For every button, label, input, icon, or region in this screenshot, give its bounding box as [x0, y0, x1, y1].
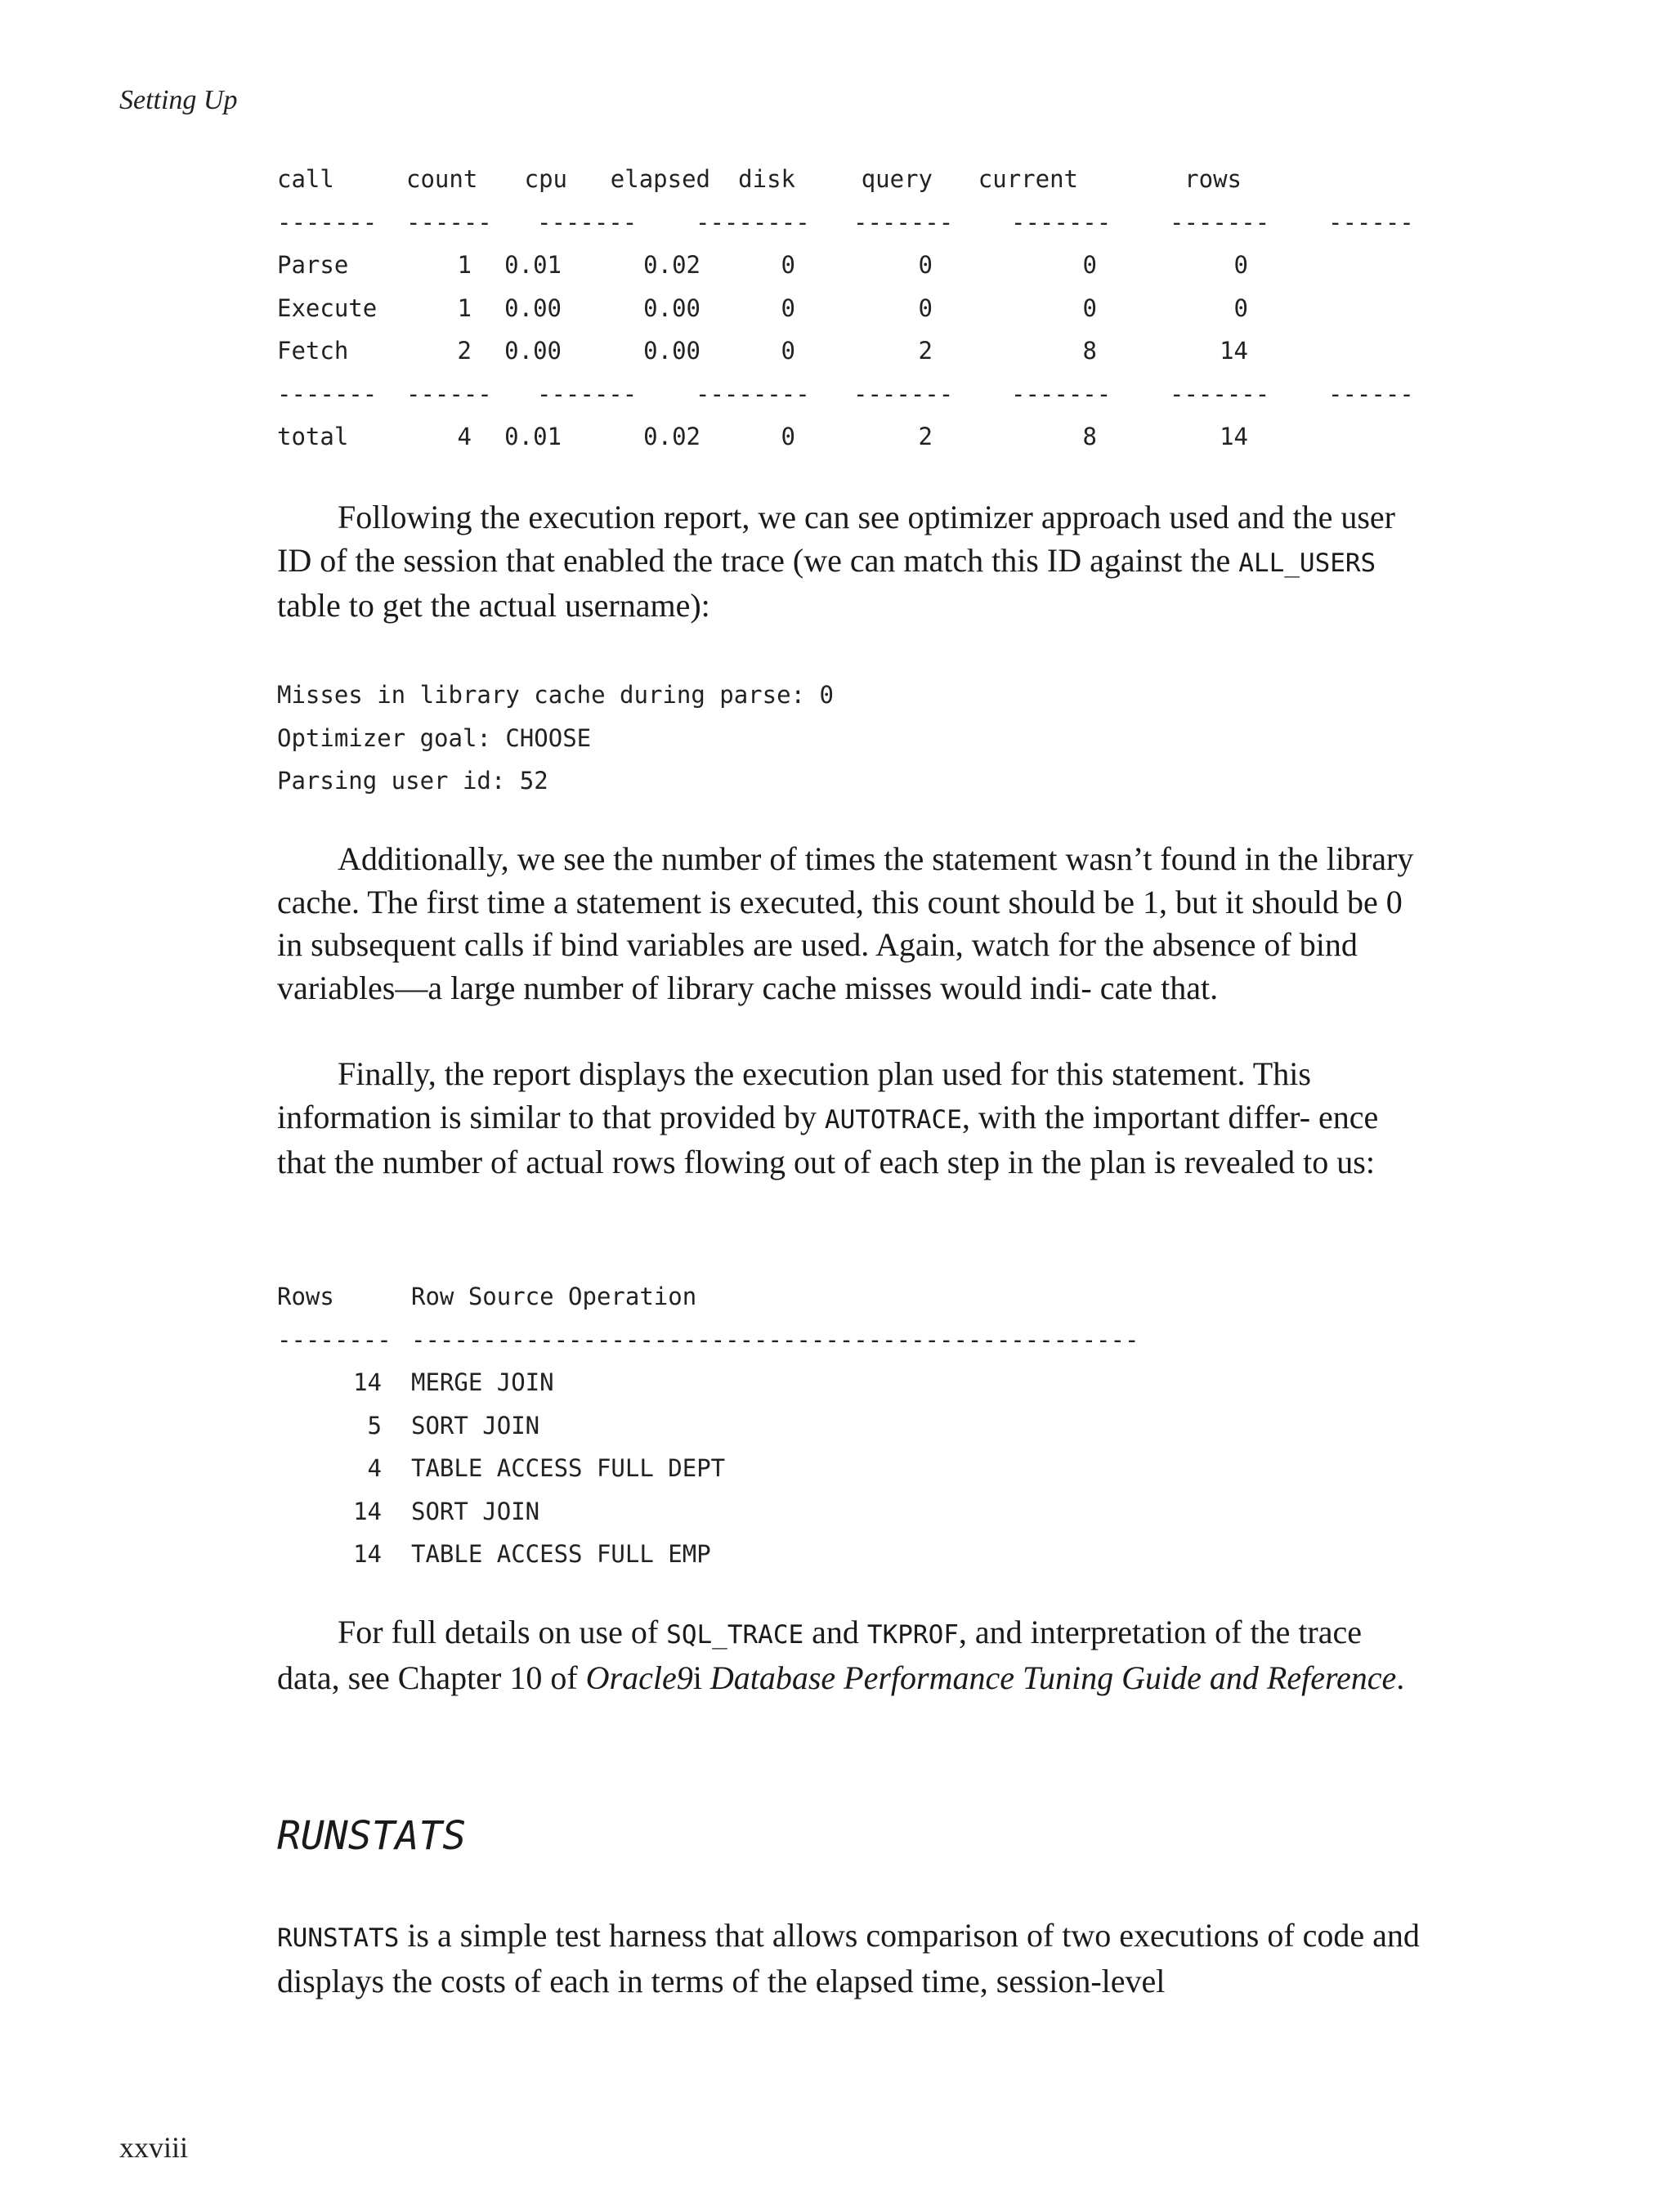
table-cell: 1	[457, 251, 472, 279]
table-cell: Execute	[277, 293, 378, 322]
paragraph-full-details	[277, 1611, 1430, 1699]
table-cell: 2	[918, 423, 933, 450]
table-cell: Fetch	[277, 337, 349, 365]
code-line: Misses in library cache during parse: 0	[277, 681, 834, 709]
plan-code-block	[277, 1275, 1176, 1576]
plan-operation-cell: MERGE JOIN	[411, 1368, 554, 1396]
runstats-code: RUNSTATS	[277, 1923, 400, 1953]
code-line: Optimizer goal: CHOOSE	[277, 723, 592, 752]
plan-separator	[277, 1319, 1176, 1362]
table-total-row	[277, 415, 1421, 459]
table-cell: 0	[781, 423, 795, 450]
plan-rows-cell: --------	[277, 1325, 392, 1354]
table-separator	[277, 373, 1421, 416]
plan-operation-cell: TABLE ACCESS FULL EMP	[411, 1540, 711, 1568]
table-cell: 14	[1220, 423, 1248, 450]
plan-rows-cell: 4	[367, 1454, 382, 1482]
table-cell: current	[978, 165, 1078, 193]
paragraph-library-cache	[277, 838, 1430, 1010]
table-cell: 8	[1082, 337, 1097, 365]
plan-header-row	[277, 1275, 1176, 1319]
table-cell: 0.00	[643, 337, 700, 365]
plan-rows-cell: 14	[353, 1497, 382, 1525]
table-cell: 0.02	[643, 251, 700, 279]
running-head: Setting Up	[119, 85, 238, 115]
plan-operation-cell: TABLE ACCESS FULL DEPT	[411, 1454, 726, 1482]
table-cell: 2	[918, 337, 933, 365]
para4-t3: , and interpretation of the trace data, see Chapter 10 of	[277, 1614, 1363, 1696]
stats-table	[277, 158, 1421, 459]
table-row	[277, 287, 1421, 330]
table-cell: call	[277, 165, 334, 193]
paragraph-execution-plan	[277, 1053, 1430, 1184]
table-cell: 0	[781, 337, 795, 365]
plan-operation-cell: ---------------------------------------------------	[411, 1325, 1139, 1354]
section-heading: RUNSTATS	[277, 1813, 467, 1859]
table-row	[277, 329, 1421, 373]
table-cell: 0.02	[643, 423, 700, 450]
table-cell: rows	[1184, 165, 1242, 193]
sql-trace-code: SQL_TRACE	[666, 1620, 804, 1650]
plan-operation-cell: SORT JOIN	[411, 1497, 540, 1525]
table-cell: total	[277, 423, 349, 450]
para2-text: Additionally, we see the number of times the statement wasn’t found in the library cache. The first time a statement is executed, this count should be 1, but it should be 0 in subsequent calls if bind variables are used. Again, watch for the absence of bind variables—a large number of library cache misses would indi- cate that.	[277, 840, 1414, 1006]
para1-text2: table to get the actual username):	[277, 587, 710, 624]
table-cell: 0	[918, 251, 933, 279]
table-cell: ------	[406, 379, 492, 408]
para1-text: Following the execution report, we can see optimizer approach used and the user ID of the session that enabled the trace (we can match this ID against the	[277, 499, 1396, 579]
table-cell: 0.01	[504, 423, 562, 450]
para4-t5: .	[1396, 1659, 1405, 1696]
plan-rows-cell: 14	[353, 1368, 382, 1396]
table-cell: -------	[1170, 379, 1270, 408]
table-cell: 0	[1233, 251, 1248, 279]
para3-text2: , with the important differ- ence that the number of actual rows flowing out of each step in the plan is revealed to us:	[277, 1098, 1379, 1180]
book-title-oracle9: Oracle9	[585, 1659, 693, 1696]
plan-row	[277, 1404, 1176, 1448]
table-cell: 14	[1220, 337, 1248, 365]
table-cell: count	[406, 165, 478, 193]
table-cell: -------	[1011, 379, 1112, 408]
plan-operation-cell: Row Source Operation	[411, 1283, 697, 1310]
table-cell: -------	[853, 208, 954, 236]
table-cell: Parse	[277, 251, 349, 279]
plan-row	[277, 1361, 1176, 1404]
table-cell: -------	[1170, 208, 1270, 236]
table-cell: 4	[457, 423, 472, 450]
table-cell: 0.01	[504, 251, 562, 279]
plan-row	[277, 1490, 1176, 1534]
table-cell: 0.00	[643, 293, 700, 322]
table-cell: 0	[918, 293, 933, 322]
table-cell: 0	[1233, 293, 1248, 322]
para4-t2: and	[803, 1614, 867, 1650]
plan-operation-cell: SORT JOIN	[411, 1411, 540, 1440]
table-cell: elapsed	[610, 165, 710, 193]
para4-t4: i	[692, 1659, 702, 1696]
code-line: Parsing user id: 52	[277, 767, 548, 795]
table-separator	[277, 201, 1421, 244]
table-cell: -------	[277, 379, 378, 408]
plan-row	[277, 1447, 1176, 1490]
para4-t1: For full details on use of	[338, 1614, 667, 1650]
paragraph-execution-report	[277, 496, 1430, 628]
table-cell: -------	[853, 379, 954, 408]
para3-text: Finally, the report displays the execution plan used for this statement. This information is similar to that provided by	[277, 1055, 1311, 1135]
tkprof-code: TKPROF	[866, 1620, 959, 1650]
plan-row	[277, 1533, 1176, 1576]
table-header-row	[277, 158, 1421, 201]
table-cell: query	[861, 165, 933, 193]
paragraph-runstats	[277, 1914, 1430, 2003]
table-cell: -------	[1011, 208, 1112, 236]
table-cell: 0.00	[504, 337, 562, 365]
table-cell: --------	[696, 379, 810, 408]
table-cell: -------	[277, 208, 378, 236]
table-cell: --------	[696, 208, 810, 236]
para5-text: is a simple test harness that allows comparison of two executions of code and displays the costs of each in terms of the elapsed time, session-level	[277, 1917, 1420, 1999]
table-cell: 2	[457, 337, 472, 365]
book-title-rest: Database Performance Tuning Guide and Reference	[701, 1659, 1397, 1696]
page-number: xxviii	[119, 2131, 189, 2164]
plan-rows-cell: Rows	[277, 1283, 334, 1310]
table-cell: -------	[537, 208, 638, 236]
table-cell: disk	[738, 165, 795, 193]
table-cell: 0	[1082, 251, 1097, 279]
table-cell: -------	[537, 379, 638, 408]
autotrace-code: AUTOTRACE	[824, 1104, 962, 1135]
table-cell: cpu	[524, 165, 567, 193]
table-cell: 0	[781, 293, 795, 322]
table-cell: 0	[1082, 293, 1097, 322]
all-users-code: ALL_USERS	[1238, 548, 1376, 578]
table-cell: ------	[406, 208, 492, 236]
table-cell: ------	[1328, 379, 1414, 408]
table-cell: 1	[457, 293, 472, 322]
table-row	[277, 244, 1421, 287]
plan-rows-cell: 14	[353, 1540, 382, 1568]
plan-rows-cell: 5	[367, 1411, 382, 1440]
table-cell: 0.00	[504, 293, 562, 322]
table-cell: 8	[1082, 423, 1097, 450]
misses-code-block	[277, 674, 834, 803]
table-cell: 0	[781, 251, 795, 279]
table-cell: ------	[1328, 208, 1414, 236]
